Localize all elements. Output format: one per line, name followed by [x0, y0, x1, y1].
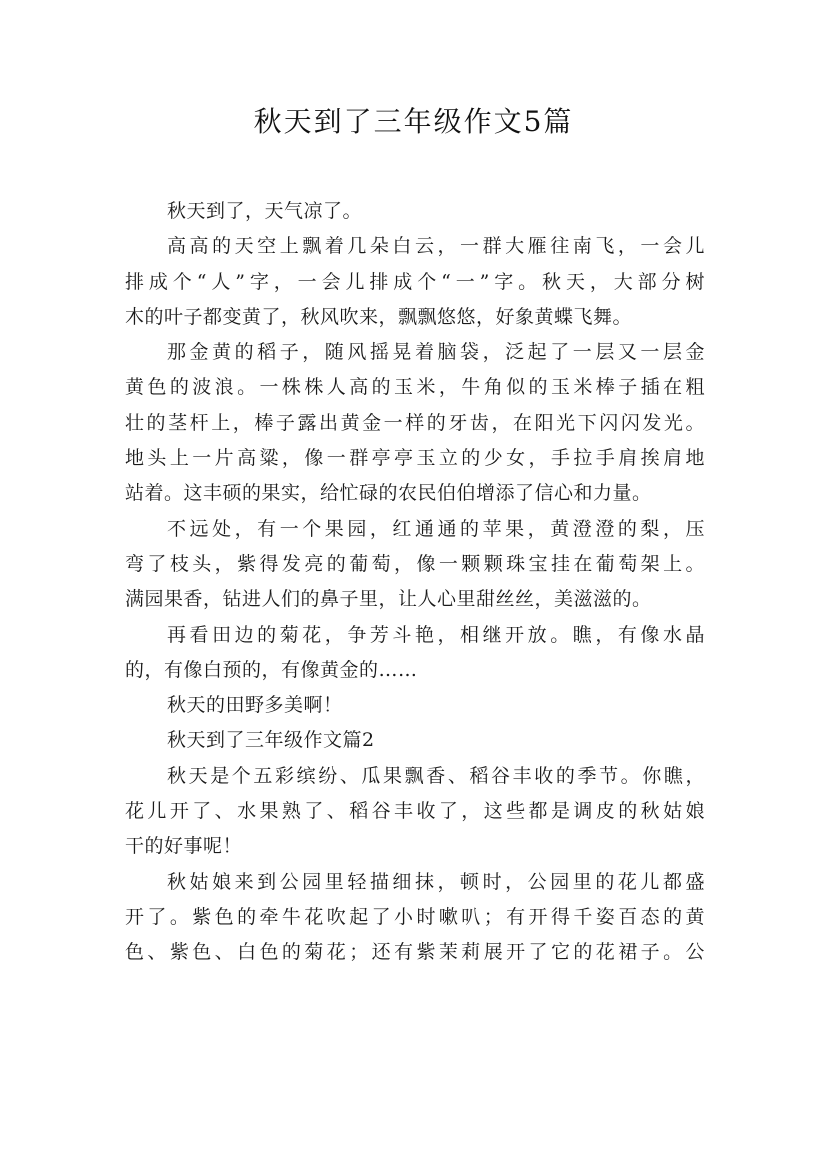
text-line: 壮的茎杆上，棒子露出黄金一样的牙齿，在阳光下闪闪发光。: [125, 411, 705, 434]
text-line: 开了。紫色的牵牛花吹起了小时嗽叭；有开得千姿百态的黄: [125, 905, 705, 928]
text-line: 站着。这丰硕的果实，给忙碌的农民伯伯增添了信心和力量。: [125, 482, 652, 505]
text-line: 排成个“人”字，一会儿排成个“一”字。秋天，大部分树: [125, 270, 705, 293]
text-line: 满园果香，钻进人们的鼻子里，让人心里甜丝丝，美滋滋的。: [125, 588, 652, 611]
text-line: 再看田边的菊花，争芳斗艳，相继开放。瞧，有像水晶: [167, 623, 705, 646]
text-line: 秋天到了三年级作文篇2: [167, 729, 375, 752]
text-line: 高高的天空上飘着几朵白云，一群大雁往南飞，一会儿: [167, 235, 705, 258]
text-line: 干的好事呢！: [125, 835, 243, 858]
text-line: 木的叶子都变黄了，秋风吹来，飘飘悠悠，好象黄蝶飞舞。: [125, 305, 633, 328]
text-line: 地头上一片高粱，像一群亭亭玉立的少女，手拉手肩挨肩地: [125, 447, 705, 470]
text-line: 那金黄的稻子，随风摇晃着脑袋，泛起了一层又一层金: [167, 341, 705, 364]
text-line: 的，有像白预的，有像黄金的……: [125, 658, 418, 681]
text-line: 花儿开了、水果熟了、稻谷丰收了，这些都是调皮的秋姑娘: [125, 800, 705, 823]
text-line: 秋天到了，天气凉了。: [167, 200, 363, 222]
text-line: 秋姑娘来到公园里轻描细抹，顿时，公园里的花儿都盛: [167, 870, 705, 893]
document-body: [125, 194, 705, 971]
document-title: 秋天到了三年级作文5篇: [253, 105, 574, 138]
text-line: 弯了枝头，紫得发亮的葡萄，像一颗颗珠宝挂在葡萄架上。: [125, 552, 705, 575]
text-line: 秋天的田野多美啊！: [167, 694, 343, 717]
text-line: 黄色的波浪。一株株人高的玉米，牛角似的玉米棒子插在粗: [125, 376, 705, 399]
text-line: 秋天是个五彩缤纷、瓜果飘香、稻谷丰收的季节。你瞧，: [167, 764, 705, 787]
text-line: 色、紫色、白色的菊花；还有紫茉莉展开了它的花裙子。公: [125, 941, 705, 964]
text-line: 不远处，有一个果园，红通通的苹果，黄澄澄的梨，压: [167, 517, 705, 540]
